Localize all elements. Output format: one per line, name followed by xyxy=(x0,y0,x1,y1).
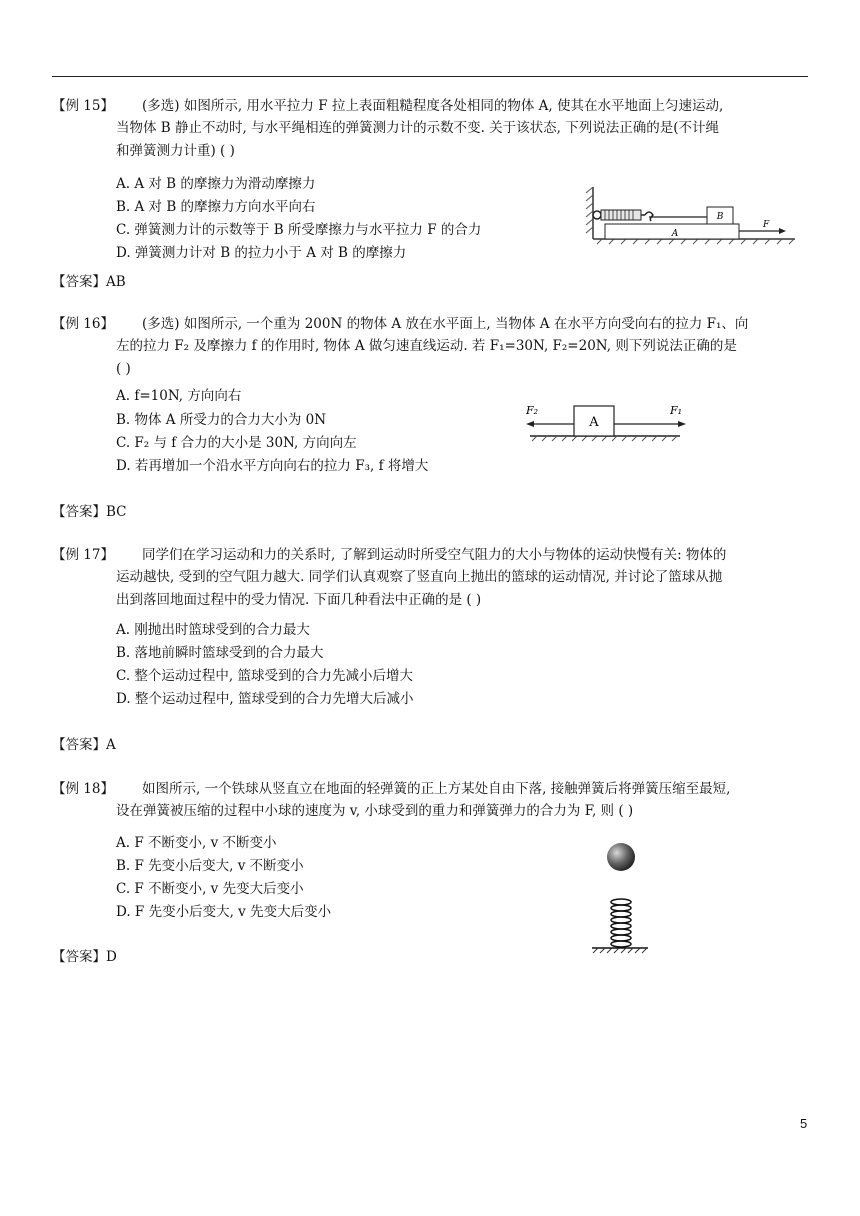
force-f1-label: F₁ xyxy=(670,404,683,417)
question-label: 【例 17】 xyxy=(52,547,114,563)
spring-icon xyxy=(611,899,631,947)
answer: 【答案】A xyxy=(52,737,116,753)
question-label: 【例 16】 xyxy=(52,316,114,332)
option-a: A. A 对 B 的摩擦力为滑动摩擦力 xyxy=(116,176,316,192)
question-text-line: 左的拉力 F₂ 及摩擦力 f 的作用时, 物体 A 做匀速直线运动. 若 F₁=30N, F₂=20N, 则下列说法正确的是 xyxy=(116,338,737,354)
question-label: 【例 18】 xyxy=(52,781,114,797)
question-text-line: (多选) 如图所示, 用水平拉力 F 拉上表面粗糙程度各处相同的物体 A, 使其在水平地面上匀速运动, xyxy=(142,98,724,114)
block-a-label: A xyxy=(671,229,679,239)
option-a: A. f=10N, 方向向右 xyxy=(116,388,242,404)
option-b: B. A 对 B 的摩擦力方向水平向右 xyxy=(116,199,316,215)
question-text-line: 当物体 B 静止不动时, 与水平绳相连的弹簧测力计的示数不变. 关于该状态, 下列说法正确的是(不计绳 xyxy=(116,120,720,136)
question-text-line: 出到落回地面过程中的受力情况. 下面几种看法中正确的是 ( ) xyxy=(116,592,482,608)
block-a-label: A xyxy=(589,415,599,430)
option-c: C. 弹簧测力计的示数等于 B 所受摩擦力与水平拉力 F 的合力 xyxy=(116,222,482,238)
option-d: D. 整个运动过程中, 篮球受到的合力先增大后减小 xyxy=(116,691,414,707)
header-rule xyxy=(52,76,808,77)
page-number: 5 xyxy=(800,1116,808,1131)
question-label: 【例 15】 xyxy=(52,98,114,114)
force-f2-label: F₂ xyxy=(526,404,539,417)
force-f-label: F xyxy=(763,220,770,230)
answer: 【答案】D xyxy=(52,949,117,965)
figure-block-forces xyxy=(520,398,695,448)
option-c: C. F 不断变小, v 先变大后变小 xyxy=(116,881,304,897)
figure-ball-spring xyxy=(588,838,650,954)
question-text-line: 和弹簧测力计重) ( ) xyxy=(116,143,235,159)
question-text-line: (多选) 如图所示, 一个重为 200N 的物体 A 放在水平面上, 当物体 A 在水平方向受向右的拉力 F₁、向 xyxy=(142,316,749,332)
option-b: B. F 先变小后变大, v 不断变小 xyxy=(116,858,304,874)
option-b: B. 落地前瞬时篮球受到的合力最大 xyxy=(116,645,324,661)
iron-ball-icon xyxy=(607,843,635,871)
option-c: C. F₂ 与 f 合力的大小是 30N, 方向向左 xyxy=(116,435,357,451)
option-d: D. 弹簧测力计对 B 的拉力小于 A 对 B 的摩擦力 xyxy=(116,245,407,261)
answer: 【答案】AB xyxy=(52,274,126,290)
question-text-line: 同学们在学习运动和力的关系时, 了解到运动时所受空气阻力的大小与物体的运动快慢有关: 物体的 xyxy=(142,547,727,563)
question-text-line: ( ) xyxy=(116,361,131,377)
option-a: A. 刚抛出时篮球受到的合力最大 xyxy=(116,622,310,638)
question-text-line: 运动越快, 受到的空气阻力越大. 同学们认真观察了竖直向上抛出的篮球的运动情况, 并讨论了篮球从抛 xyxy=(116,569,723,585)
option-d: D. F 先变小后变大, v 先变大后变小 xyxy=(116,904,332,920)
option-b: B. 物体 A 所受力的合力大小为 0N xyxy=(116,412,327,428)
answer: 【答案】BC xyxy=(52,504,127,520)
option-a: A. F 不断变小, v 不断变小 xyxy=(116,835,277,851)
figure-spring-scale-blocks xyxy=(583,185,798,245)
question-text-line: 如图所示, 一个铁球从竖直立在地面的轻弹簧的正上方某处自由下落, 接触弹簧后将弹簧压缩至最短, xyxy=(142,781,731,797)
block-b-label: B xyxy=(716,212,724,222)
question-text-line: 设在弹簧被压缩的过程中小球的速度为 v, 小球受到的重力和弹簧弹力的合力为 F, 则 ( ) xyxy=(116,803,634,819)
option-d: D. 若再增加一个沿水平方向向右的拉力 F₃, f 将增大 xyxy=(116,458,429,474)
option-c: C. 整个运动过程中, 篮球受到的合力先减小后增大 xyxy=(116,668,414,684)
